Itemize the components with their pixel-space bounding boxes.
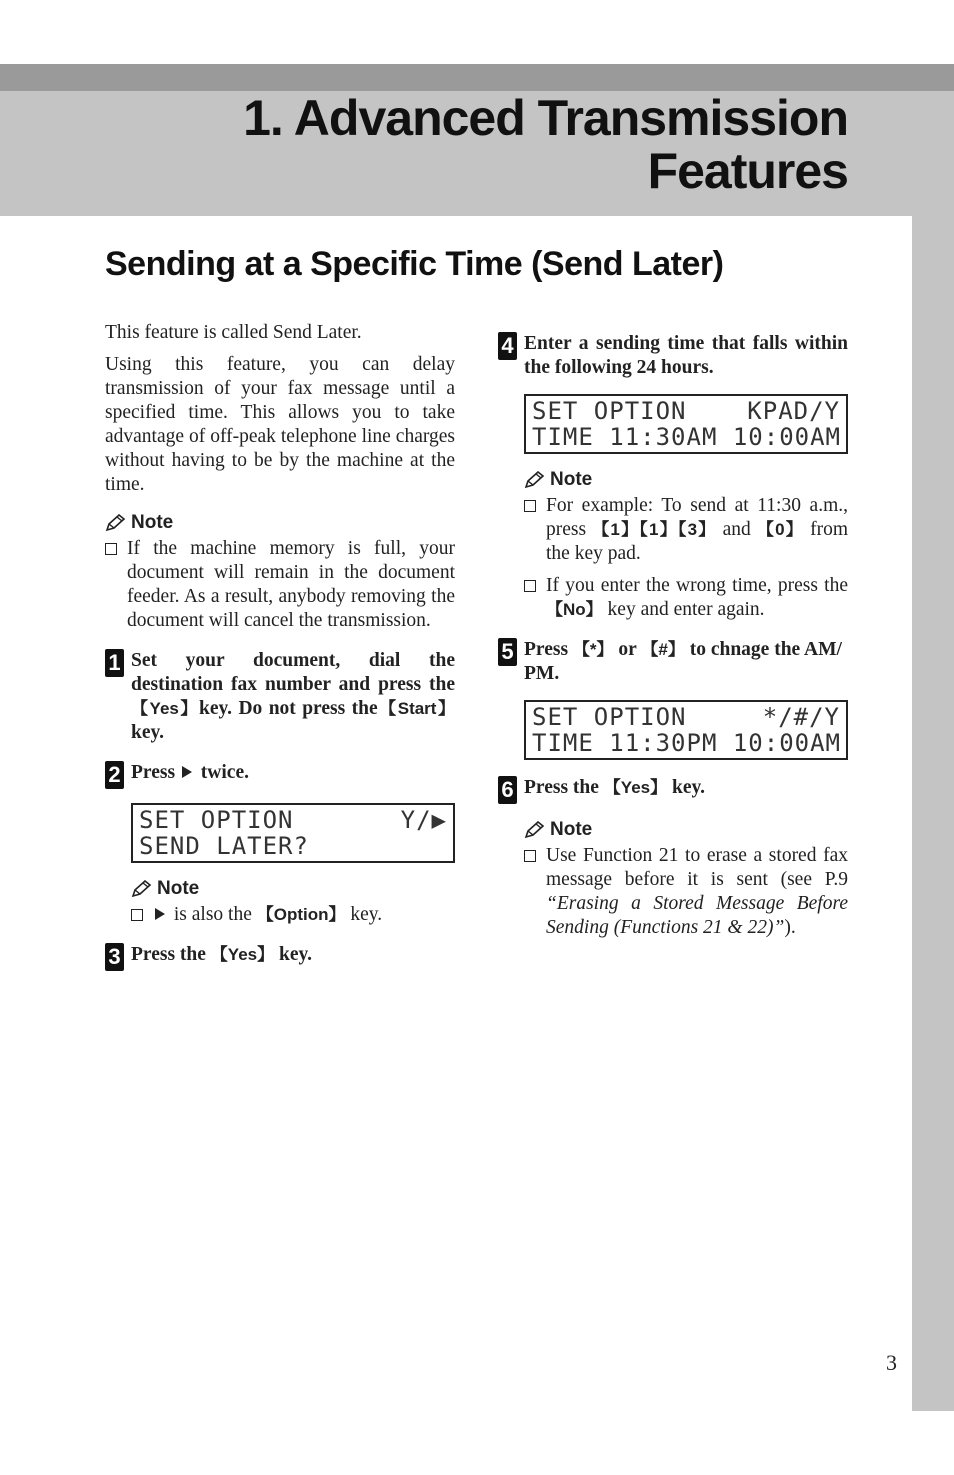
note-item: is also the 【Option】 key. [131,903,455,927]
right-arrow-icon [182,766,192,778]
intro-paragraph-2: Using this feature, you can delay transmission of your fax message until a specified time. This allows you to take advantage of off-peak telephone line charges without having to be by the machine at the time. [105,354,455,495]
section-title: Sending at a Specific Time (Send Later) [105,245,724,283]
page-number: 3 [886,1350,897,1375]
option-key-label: 【Option】 [256,905,346,924]
lcd-display: SET OPTION Y/▶ SEND LATER? [131,803,455,863]
cross-reference-link[interactable]: “Erasing a Stored Message Before Sending (Functions 21 & 22)” [546,893,848,938]
pencil-icon [105,514,127,532]
checkbox-bullet-icon [524,500,536,512]
step-number-badge: 2 [105,761,124,789]
left-column [105,321,455,979]
no-key-label: 【No】 [546,600,603,619]
margin-strip [912,216,954,1411]
step-number-badge: 3 [105,943,124,971]
step-number-badge: 6 [498,776,517,804]
pencil-icon [131,880,153,898]
note-item: If the machine memory is full, your document will remain in the document feeder. As a result, anybody removing the document will cancel the transmission. [105,537,455,633]
start-key-label: 【Start】 [377,699,456,718]
chapter-title [243,92,848,198]
note-heading: Note [105,511,455,535]
note-item: For example: To send at 11:30 a.m., press 【1】【1】【3】 and 【0】 from the key pad. [524,494,848,566]
step-number-badge: 1 [105,649,124,677]
checkbox-bullet-icon [524,850,536,862]
checkbox-bullet-icon [105,543,117,555]
checkbox-bullet-icon [524,580,536,592]
hash-key-label: 【#】 [641,640,685,659]
step-3: 3 Press the 【Yes】 key. [105,943,455,971]
chapter-title-line2: Features [647,143,848,199]
step-number-badge: 4 [498,332,517,360]
note-heading: Note [524,818,848,842]
right-column [498,332,848,948]
step-4-note [524,468,848,622]
pencil-icon [524,471,546,489]
pencil-icon [524,821,546,839]
intro-paragraph-1: This feature is called Send Later. [105,322,362,343]
yes-key-label: 【Yes】 [210,945,275,964]
header-bar [0,64,954,91]
lcd-display: SET OPTION KPAD/Y TIME 11:30AM 10:00AM [524,394,848,454]
yes-key-label: 【Yes】 [603,778,668,797]
step-6: 6 Press the 【Yes】 key. [498,776,848,804]
note-heading: Note [524,468,848,492]
lcd-display: SET OPTION */#/Y TIME 11:30PM 10:00AM [524,700,848,760]
digit-keys-label: 【1】【1】【3】 [592,520,717,539]
note-item: If you enter the wrong time, press the 【No】 key and enter again. [524,574,848,622]
step-4: 4 Enter a sending time that falls within the following 24 hours. [498,332,848,380]
star-key-label: 【*】 [572,640,614,659]
zero-key-label: 【0】 [756,520,805,539]
yes-key-label: 【Yes】 [131,699,199,718]
step-number-badge: 5 [498,638,517,666]
checkbox-bullet-icon [131,909,143,921]
step-6-note [524,818,848,940]
step-2: 2 Press twice. [105,761,455,789]
step-5: 5 Press 【*】 or 【#】 to chnage the AM/ PM. [498,638,848,686]
step-2-note [131,877,455,927]
note-heading: Note [131,877,455,901]
right-arrow-icon [155,908,165,920]
chapter-title-line1: 1. Advanced Transmission [243,90,848,146]
step-1: 1 Set your document, dial the destination fax number and press the 【Yes】key. Do not press the【Start】 key. [105,649,455,745]
note-item: Use Function 21 to erase a stored fax message before it is sent (see P.9 “Erasing a Stored Message Before Sending (Functions 21 & 22)”). [524,844,848,940]
